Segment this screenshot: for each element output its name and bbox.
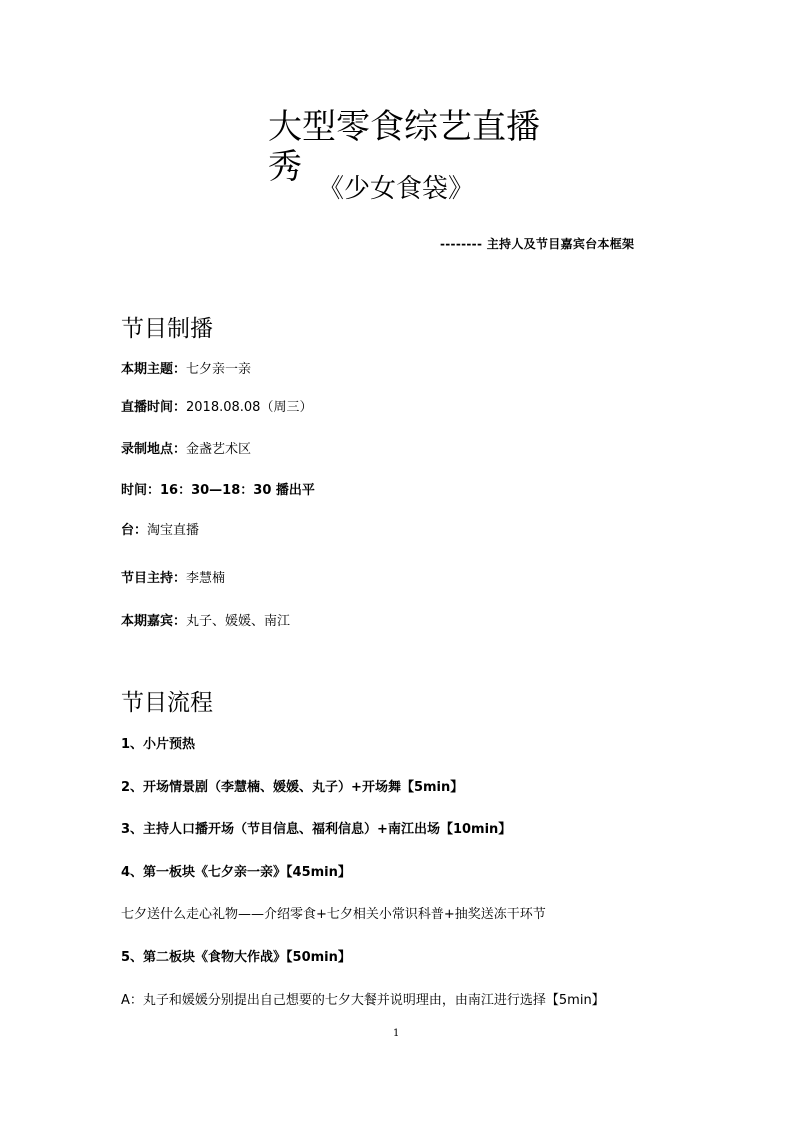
field-theme <box>121 358 251 377</box>
page-number: 1 <box>393 1028 400 1039</box>
title-line-2: 秀 <box>268 147 302 187</box>
flow-item-description: 七夕送什么走心礼物——介绍零食+七夕相关小常识科普+抽奖送冻干环节 <box>121 907 546 922</box>
field-value: 2018.08.08（周三） <box>186 400 313 415</box>
flow-item: 5、第二板块《食物大作战》【50min】 <box>121 950 351 965</box>
field-time-platform <box>121 479 315 498</box>
field-host <box>121 567 225 586</box>
field-value: 李慧楠 <box>186 571 226 586</box>
flow-item-description: A：丸子和媛媛分别提出自己想要的七夕大餐并说明理由，由南江进行选择【5min】 <box>121 993 605 1008</box>
flow-item: 3、主持人口播开场（节目信息、福利信息）+南江出场【10min】 <box>121 822 512 837</box>
field-air-time <box>121 396 312 415</box>
field-label: 录制地点： <box>121 442 187 457</box>
flow-item: 2、开场情景剧（李慧楠、媛媛、丸子）+开场舞【5min】 <box>121 780 464 795</box>
field-location <box>121 438 251 457</box>
field-label: 本期嘉宾： <box>121 614 187 629</box>
field-label: 时间：16：30—18：30 播出平 <box>121 483 315 498</box>
field-value: 丸子、媛媛、南江 <box>186 614 291 629</box>
section-heading-production: 节目制播 <box>121 316 213 342</box>
subtitle: 《少女食袋》 <box>318 174 475 204</box>
field-label: 本期主题： <box>121 362 187 377</box>
flow-item: 4、第一板块《七夕亲一亲》【45min】 <box>121 865 351 880</box>
field-label: 台： <box>121 523 148 538</box>
field-label: 直播时间： <box>121 400 187 415</box>
field-value: 金盏艺术区 <box>186 442 252 457</box>
byline: -------- 主持人及节目嘉宾台本框架 <box>440 237 635 251</box>
section-heading-flow: 节目流程 <box>121 690 213 716</box>
title-line-1: 大型零食综艺直播 <box>268 107 540 147</box>
field-platform <box>121 519 199 538</box>
flow-item: 1、小片预热 <box>121 737 196 752</box>
field-guests <box>121 610 290 629</box>
field-label: 节目主持： <box>121 571 187 586</box>
field-value: 七夕亲一亲 <box>186 362 252 377</box>
field-value: 淘宝直播 <box>147 523 200 538</box>
